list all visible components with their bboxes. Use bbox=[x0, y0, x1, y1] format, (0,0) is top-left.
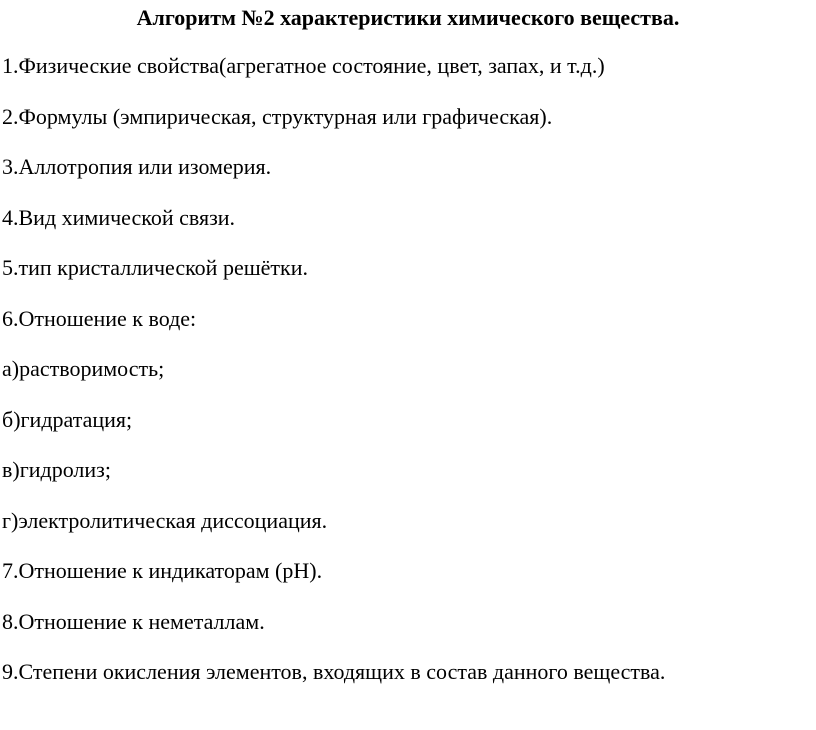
list-item-chemical-bond: 4.Вид химической связи. bbox=[2, 204, 236, 230]
list-item-nonmetals: 8.Отношение к неметаллам. bbox=[2, 608, 265, 634]
list-item-indicators: 7.Отношение к индикаторам (рН). bbox=[2, 558, 323, 583]
list-item-relation-to-water: 6.Отношение к воде: bbox=[2, 305, 197, 331]
list-item-physical-properties: 1.Физические свойства(агрегатное состояние, цвет, запах, и т.д.) bbox=[2, 53, 605, 78]
list-subitem-dissociation: г)электролитическая диссоциация. bbox=[2, 507, 328, 533]
list-subitem-hydrolysis: в)гидролиз; bbox=[2, 457, 111, 482]
characteristics-list bbox=[2, 52, 665, 709]
list-subitem-hydration: б)гидратация; bbox=[2, 406, 133, 432]
list-item-crystal-lattice: 5.тип кристаллической решётки. bbox=[2, 255, 308, 280]
list-subitem-solubility: а)растворимость; bbox=[2, 356, 165, 381]
list-item-oxidation-states: 9.Степени окисления элементов, входящих в состав данного вещества. bbox=[2, 659, 666, 684]
document-title: Алгоритм №2 характеристики химического вещества. bbox=[136, 5, 680, 30]
list-item-allotropy: 3.Аллотропия или изомерия. bbox=[2, 154, 272, 179]
list-item-formulas: 2.Формулы (эмпирическая, структурная или графическая). bbox=[2, 103, 553, 129]
